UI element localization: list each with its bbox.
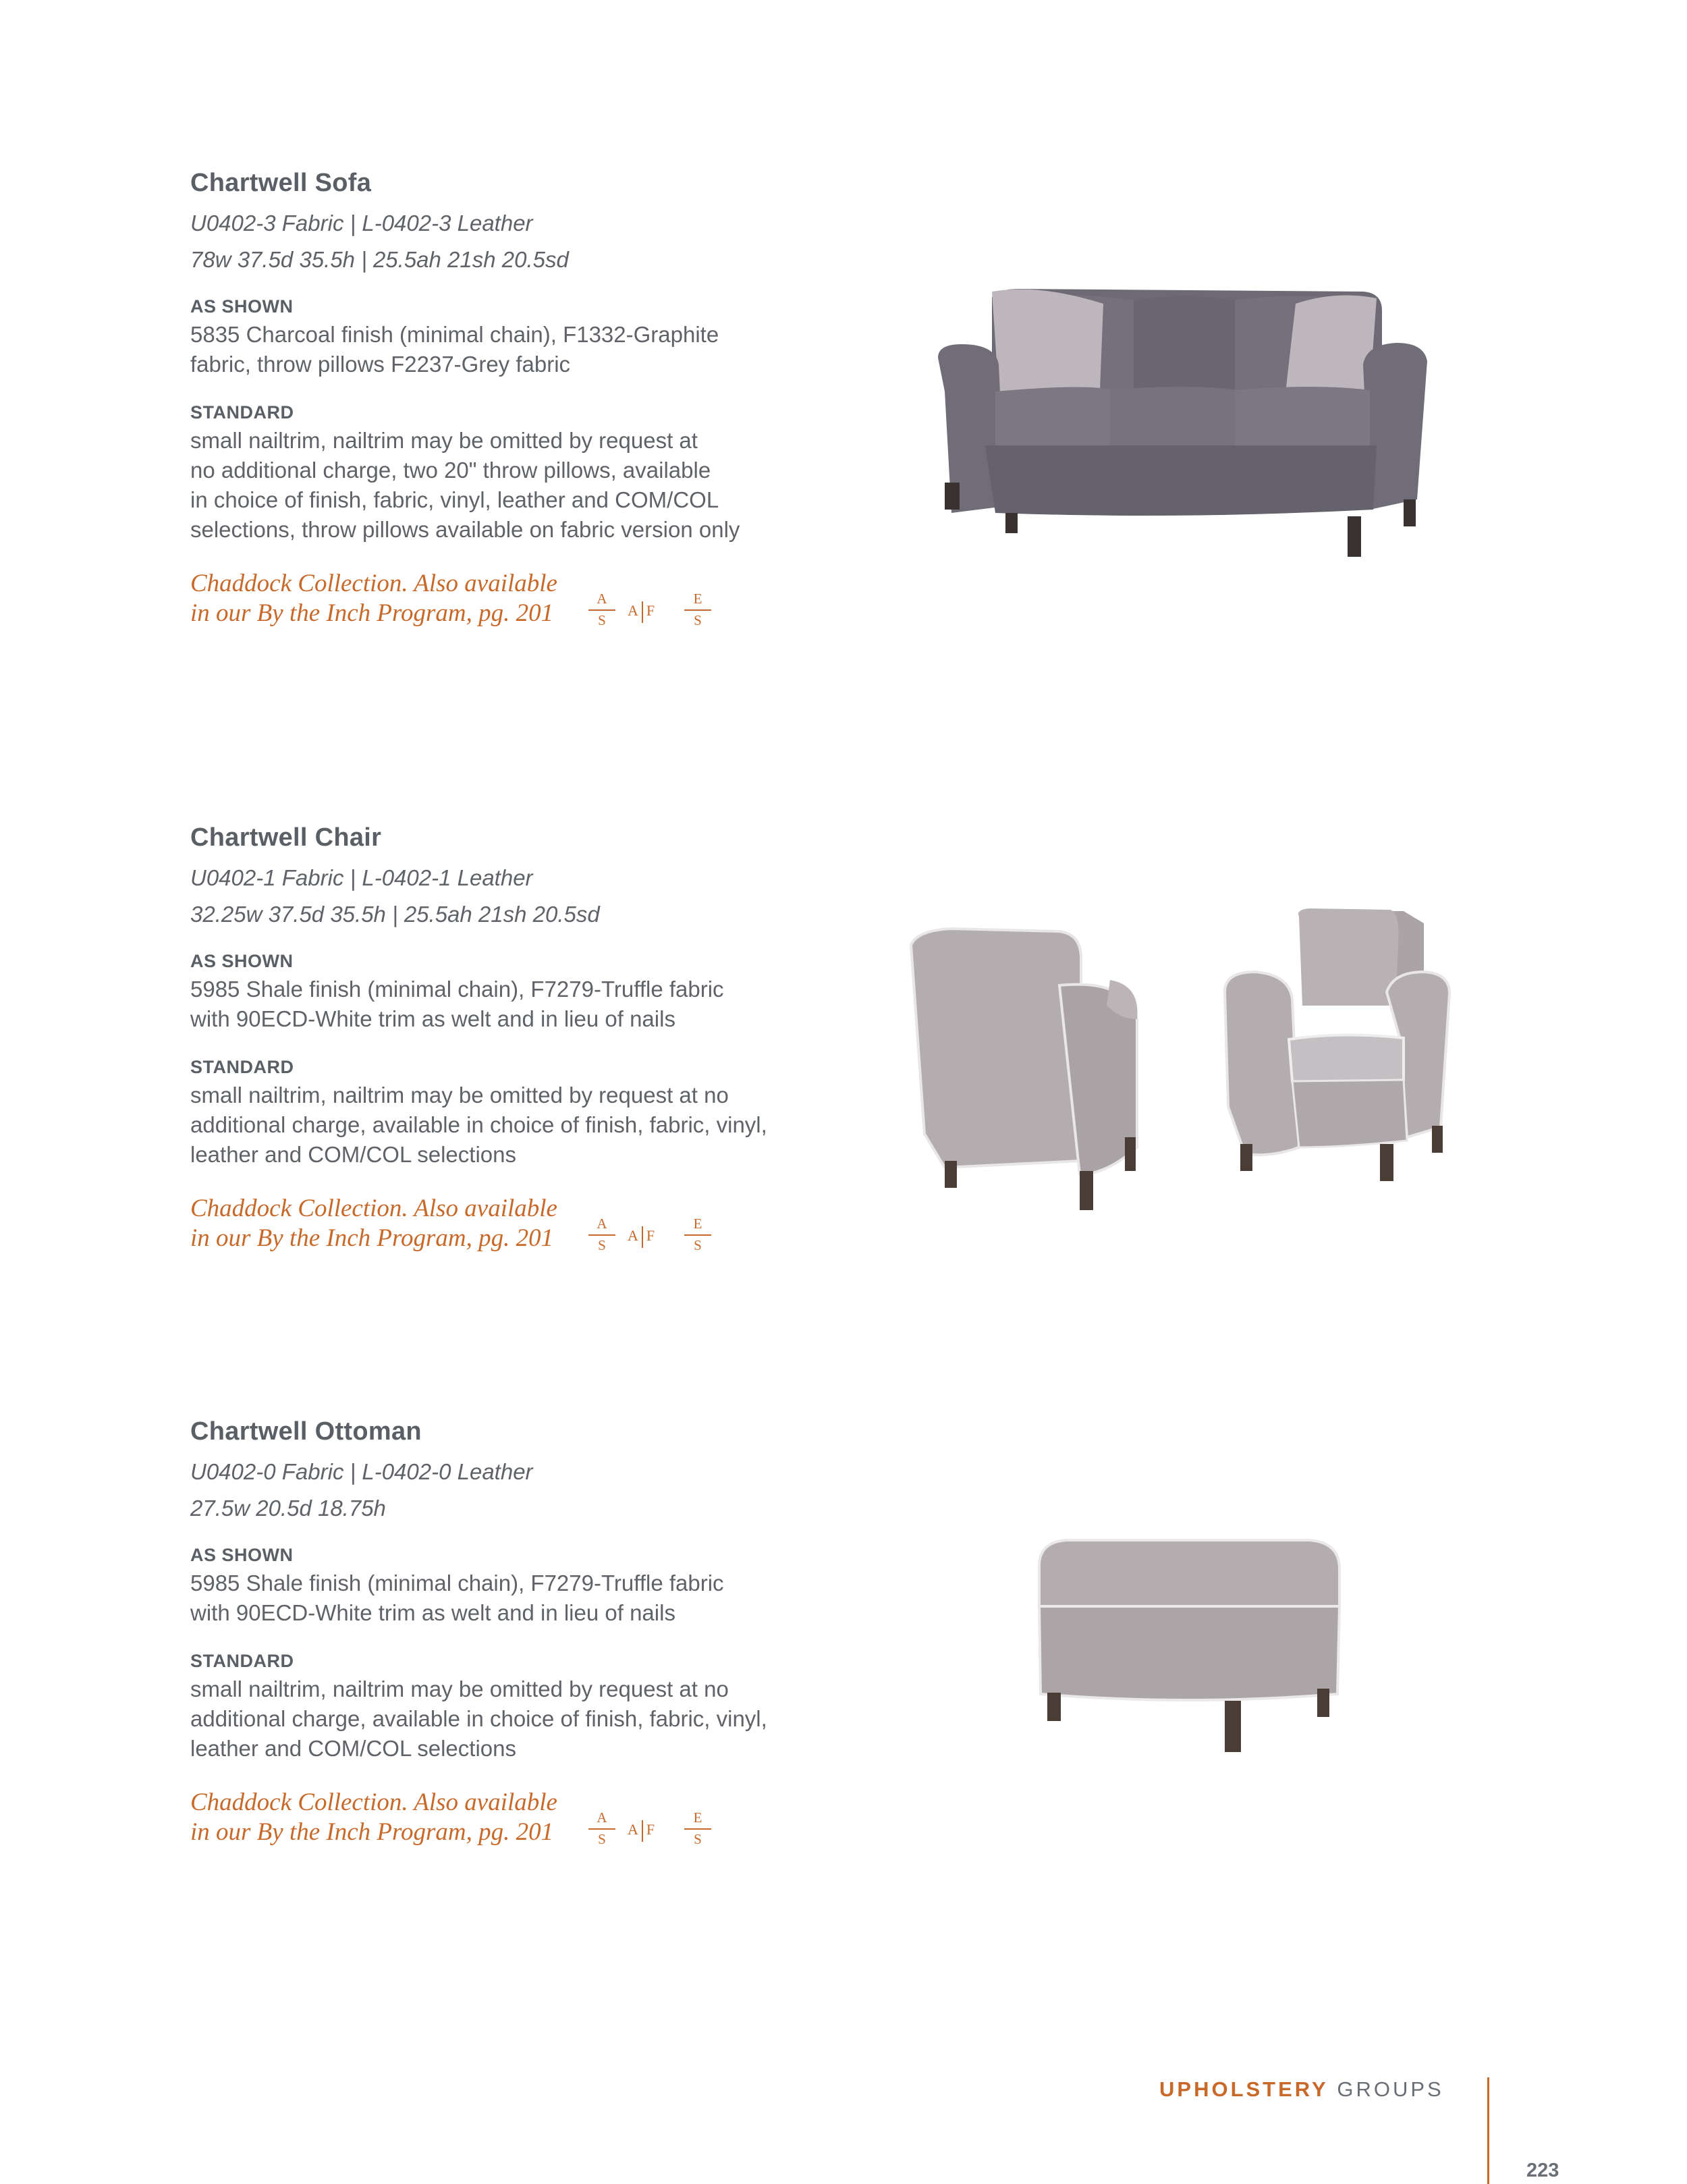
as-shown-label: AS SHOWN [190,951,294,971]
note-line: Chaddock Collection. Also available [190,1195,557,1222]
sofa-image [931,277,1437,574]
as-shown-line: 5985 Shale finish (minimal chain), F7279-Truffle fabric [190,977,724,1002]
collection-note [190,1194,933,1261]
section-label [1159,2077,1444,2102]
standard-line: in choice of finish, fabric, vinyl, leather and COM/COL [190,487,719,512]
as-shown-label: AS SHOWN [190,296,294,317]
fraction-symbol: A S [588,1809,615,1851]
standard-line: small nailtrim, nailtrim may be omitted by request at no [190,1083,729,1108]
standard-line: small nailtrim, nailtrim may be omitted by request at no [190,1676,729,1701]
note-line: Chaddock Collection. Also available [190,570,557,597]
chair-pair-image [904,904,1485,1215]
product-dimensions: 32.25w 37.5d 35.5h | 25.5ah 21sh 20.5sd [190,902,600,927]
as-shown-line: with 90ECD-White trim as welt and in lieu of nails [190,1006,675,1031]
standard-line: small nailtrim, nailtrim may be omitted by request at [190,428,698,453]
product-chair [190,823,933,1261]
product-dimensions: 27.5w 20.5d 18.75h [190,1496,386,1521]
program-symbols [588,591,764,631]
product-sofa [190,169,933,636]
product-title: Chartwell Sofa [190,169,372,197]
fraction-symbol: E S [684,1216,711,1257]
product-codes: U0402-3 Fabric | L-0402-3 Leather [190,211,533,236]
standard-line: selections, throw pillows available on fabric version only [190,517,740,542]
af-symbol: A F [628,1226,655,1248]
standard-label: STANDARD [190,1651,294,1671]
as-shown-line: 5835 Charcoal finish (minimal chain), F1332-Graphite [190,322,719,347]
fraction-symbol: A S [588,1216,615,1257]
standard-line: leather and COM/COL selections [190,1142,516,1167]
standard-line: leather and COM/COL selections [190,1736,516,1761]
collection-note [190,1788,933,1855]
fraction-symbol: A S [588,591,615,632]
fraction-symbol: E S [684,591,711,632]
product-codes: U0402-1 Fabric | L-0402-1 Leather [190,865,533,890]
product-title: Chartwell Ottoman [190,1417,422,1446]
standard-label: STANDARD [190,402,294,422]
program-symbols [588,1216,764,1256]
product-codes: U0402-0 Fabric | L-0402-0 Leather [190,1459,533,1484]
page-number: 223 [1526,2160,1559,2181]
as-shown-line: with 90ECD-White trim as welt and in lieu of nails [190,1600,675,1625]
standard-line: no additional charge, two 20" throw pillows, available [190,458,711,483]
product-ottoman [190,1417,933,1855]
fraction-symbol: E S [684,1809,711,1851]
note-line: in our By the Inch Program, pg. 201 [190,1818,554,1846]
standard-line: additional charge, available in choice of finish, fabric, vinyl, [190,1706,767,1731]
as-shown-line: 5985 Shale finish (minimal chain), F7279-Truffle fabric [190,1571,724,1595]
af-symbol: A F [628,1820,655,1842]
section-label-accent: UPHOLSTERY [1159,2077,1329,2101]
note-line: Chaddock Collection. Also available [190,1789,557,1816]
note-line: in our By the Inch Program, pg. 201 [190,599,554,627]
as-shown-label: AS SHOWN [190,1545,294,1565]
product-dimensions: 78w 37.5d 35.5h | 25.5ah 21sh 20.5sd [190,247,569,272]
program-symbols [588,1809,764,1850]
af-symbol: A F [628,601,655,623]
note-line: in our By the Inch Program, pg. 201 [190,1224,554,1252]
standard-line: additional charge, available in choice of finish, fabric, vinyl, [190,1112,767,1137]
product-title: Chartwell Chair [190,823,382,852]
section-label-rest: GROUPS [1337,2077,1444,2101]
standard-label: STANDARD [190,1057,294,1077]
footer-divider [1487,2077,1489,2184]
collection-note [190,569,933,636]
ottoman-image [1026,1532,1350,1768]
as-shown-line: fabric, throw pillows F2237-Grey fabric [190,352,571,377]
